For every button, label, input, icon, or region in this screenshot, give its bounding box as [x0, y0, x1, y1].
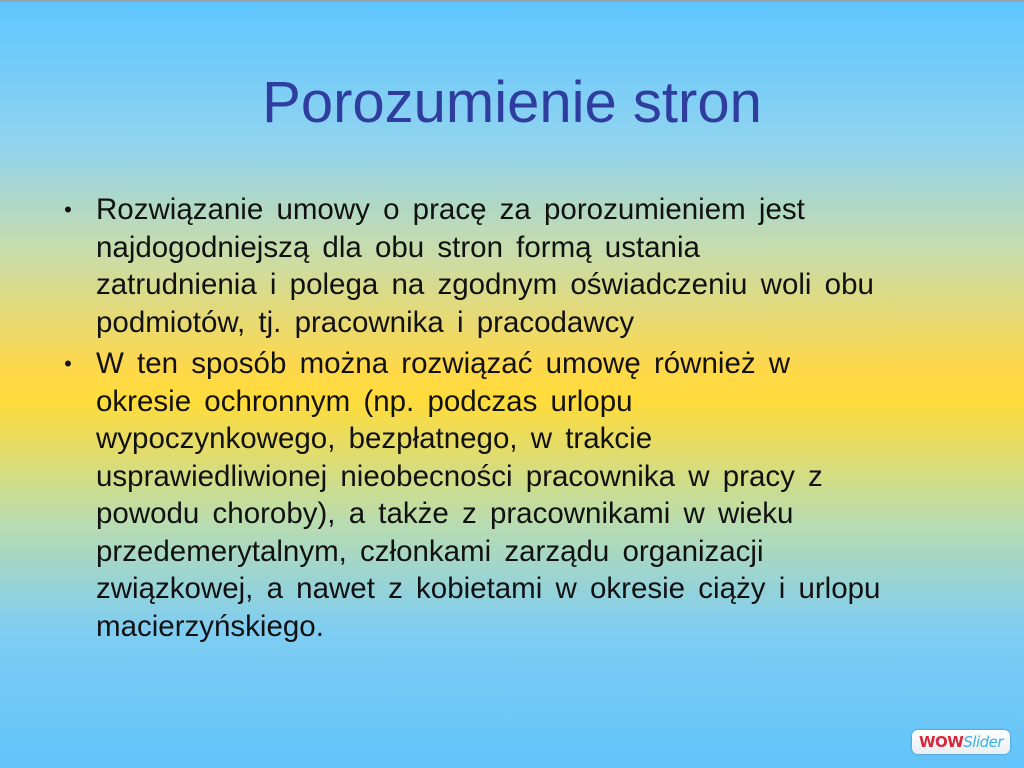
bullet-line: usprawiedliwionej nieobecności pracownika w pracy z: [96, 459, 823, 493]
bullet-line: W ten sposób można rozwiązać umowę również w: [96, 347, 791, 380]
bullet-item: [58, 345, 978, 645]
bullet-line: okresie ochronnym (np. podczas urlopu: [96, 384, 633, 418]
bullet-marker: •: [64, 197, 72, 222]
bullet-line: macierzyńskiego.: [96, 609, 324, 643]
bullet-marker: •: [64, 351, 72, 376]
bullet-list: [58, 191, 978, 645]
bullet-line: zatrudnienia i polega na zgodnym oświadczeniu woli obu: [96, 268, 874, 301]
bullet-line: najdogodniejszą dla obu stron formą ustania: [96, 230, 700, 264]
wowslider-watermark[interactable]: [912, 730, 1010, 754]
bullet-line: podmiotów, tj. pracownika i pracodawcy: [96, 305, 635, 339]
bullet-line: Rozwiązanie umowy o pracę za porozumieniem jest: [96, 193, 805, 226]
bullet-line: związkowej, a nawet z kobietami w okresie ciąży i urlopu: [96, 572, 881, 605]
watermark-wow: WOW: [918, 733, 964, 751]
bullet-item: [58, 191, 978, 341]
bullet-line: powodu choroby), a także z pracownikami w wieku: [96, 497, 794, 530]
bullet-line: wypoczynkowego, bezpłatnego, w trakcie: [96, 422, 653, 455]
slide-title: Porozumienie stron: [262, 70, 762, 135]
watermark-slider: Slider: [963, 733, 1004, 751]
bullet-line: przedemerytalnym, członkami zarządu organizacji: [96, 534, 764, 568]
